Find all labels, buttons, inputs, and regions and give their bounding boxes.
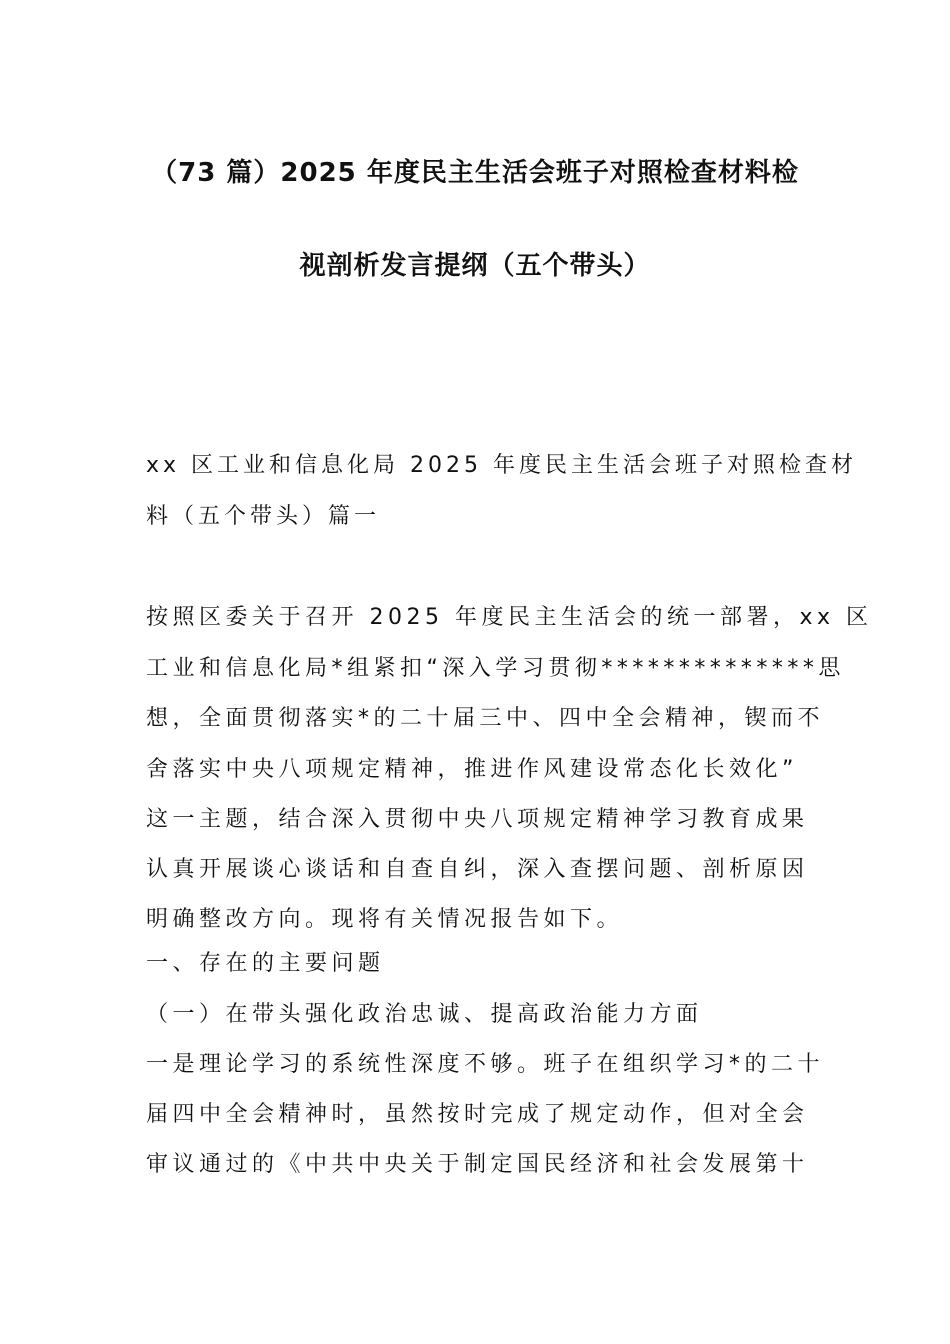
body-line-8: 一是理论学习的系统性深度不够。班子在组织学习*的二十: [146, 1052, 825, 1077]
section-subtitle-line-2: 料（五个带头）篇一: [146, 504, 381, 529]
body-line-2: 工业和信息化局*组紧扣“深入学习贯彻**************思: [146, 656, 845, 681]
document-title-line-2: 视剖析发言提纲（五个带头）: [299, 251, 651, 281]
section-subtitle-line-1: xx 区工业和信息化局 2025 年度民主生活会班子对照检查材: [146, 453, 858, 478]
body-line-4: 舍落实中央八项规定精神，推进作风建设常态化长效化”: [146, 757, 798, 782]
body-line-1: 按照区委关于召开 2025 年度民主生活会的统一部署，xx 区: [146, 605, 873, 630]
body-line-9: 届四中全会精神时，虽然按时完成了规定动作，但对全会: [146, 1102, 809, 1127]
body-line-3: 想，全面贯彻落实*的二十届三中、四中全会精神，锲而不: [146, 706, 825, 731]
section-heading: 一、存在的主要问题: [146, 951, 385, 976]
body-line-10: 审议通过的《中共中央关于制定国民经济和社会发展第十: [146, 1152, 809, 1177]
body-line-7: 明确整改方向。现将有关情况报告如下。: [146, 907, 624, 932]
body-line-5: 这一主题，结合深入贯彻中央八项规定精神学习教育成果: [146, 807, 809, 832]
document-title-line-1: （73 篇）2025 年度民主生活会班子对照检查材料检: [151, 158, 799, 188]
subsection-heading: （一）在带头强化政治忠诚、提高政治能力方面: [146, 1002, 703, 1027]
body-line-6: 认真开展谈心谈话和自查自纠，深入查摆问题、剖析原因: [146, 857, 809, 882]
